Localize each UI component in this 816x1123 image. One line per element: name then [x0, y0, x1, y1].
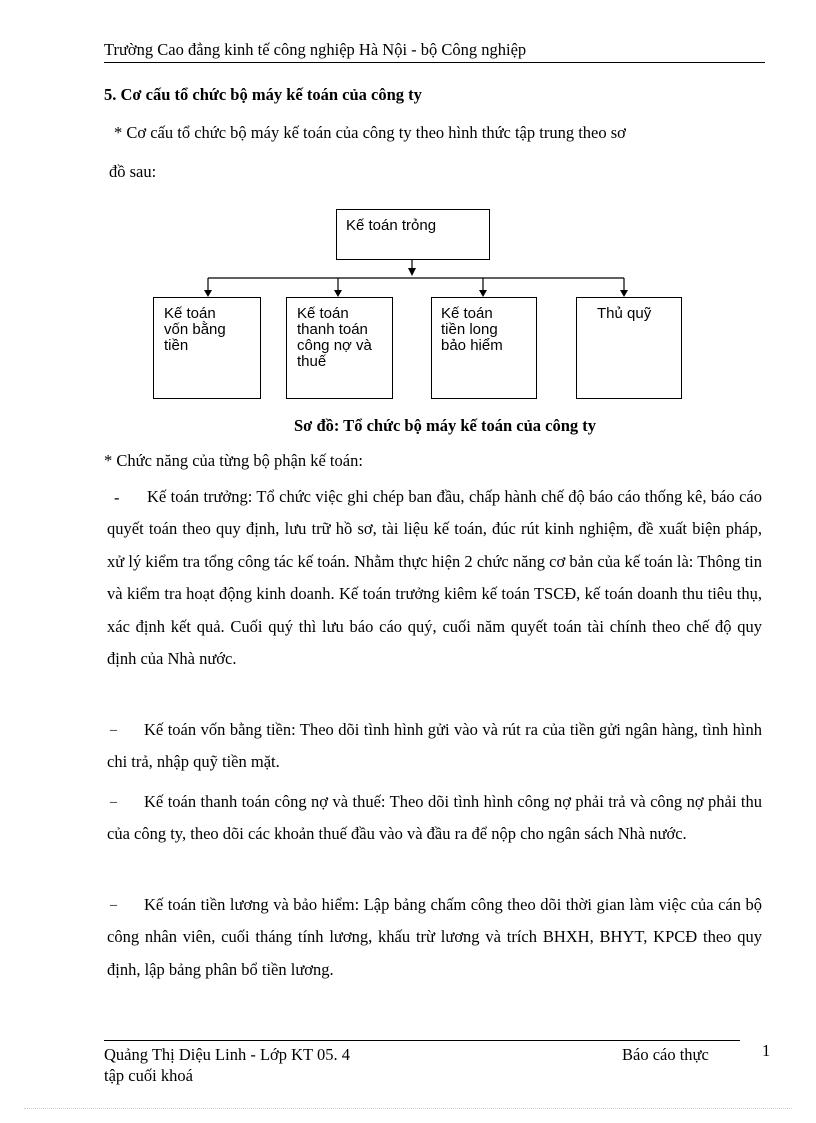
- bullet-marker: _: [110, 718, 117, 733]
- arrowhead-4: [620, 290, 628, 297]
- payables-tax-accountant-label: Kế toán thanh toán công nợ và thuế: [297, 305, 372, 370]
- diagram-caption: Sơ đồ: Tổ chức bộ máy kế toán của công ty: [294, 416, 597, 435]
- function-chief-accountant: Kế toán trưởng: Tổ chức việc ghi chép ban đầu, chấp hành chế độ báo cáo thống kê, báo cáo quyết toán theo quy định, lưu trữ hồ sơ, tài liệu kế toán, đúc rút kinh nghiệm, đề xuất biện pháp, xử lý kiểm tra tổng công tác kế toán. Nhằm thực hiện 2 chức năng cơ bản của kế toán là: Thông tin và kiểm tra hoạt động kinh doanh. Kế toán trưởng kiêm kế toán TSCĐ, kế toán doanh thu tiêu thụ, xác định kết quả. Cuối quý thì lưu báo cáo quý, cuối năm quyết toán tài chính theo chế độ quy định của Nhà nước.: [107, 487, 762, 669]
- arrowhead-3: [479, 290, 487, 297]
- arrowhead-2: [334, 290, 342, 297]
- page-header: Trường Cao đẳng kinh tế công nghiệp Hà Nội - bộ Công nghiệp: [104, 40, 527, 59]
- function-payroll-insurance-accountant: Kế toán tiền lương và bảo hiểm: Lập bảng chấm công theo dõi thời gian làm việc của cán bộ công nhân viên, cuối tháng tính lương, khấu trừ lương và trích BHXH, BHYT, KPCĐ theo quy định, lập bảng phân bổ tiền lương.: [107, 895, 762, 979]
- page-number: 1: [762, 1041, 771, 1060]
- function-payables-tax-accountant: Kế toán thanh toán công nợ và thuế: Theo dõi tình hình công nợ phải trả và công nợ phải thu của công ty, theo dõi các khoản thuế đầu vào và đầu ra để nộp cho ngân sách Nhà nước.: [107, 792, 762, 844]
- bullet-marker: _: [110, 893, 117, 908]
- arrowhead-trunk: [408, 268, 416, 276]
- cash-accountant-label: Kế toán vốn bằng tiền: [164, 305, 226, 354]
- chief-accountant-label: Kế toán trỏng: [346, 217, 437, 234]
- footer-report-title-cont: tập cuối khoá: [104, 1066, 193, 1085]
- functions-heading: * Chức năng của từng bộ phận kế toán:: [104, 451, 363, 470]
- function-cash-accountant: Kế toán vốn bằng tiền: Theo dõi tình hình gửi vào và rút ra của tiền gửi ngân hàng, tình hình chi trả, nhập quỹ tiền mặt.: [107, 720, 762, 772]
- arrowhead-1: [204, 290, 212, 297]
- footer-author: Quảng Thị Diệu Linh - Lớp KT 05. 4: [104, 1045, 350, 1064]
- footer-report-title: Báo cáo thực: [622, 1045, 709, 1064]
- section-heading: 5. Cơ cấu tổ chức bộ máy kế toán của công ty: [104, 85, 422, 104]
- bullet-dash: -: [114, 488, 120, 507]
- intro-text-line-2: đồ sau:: [109, 162, 157, 181]
- footer-divider: [104, 1040, 740, 1041]
- page-bottom-edge: [24, 1108, 792, 1109]
- bullet-marker: _: [110, 790, 117, 805]
- intro-text-line-1: * Cơ cấu tổ chức bộ máy kế toán của công ty theo hình thức tập trung theo sơ: [114, 123, 626, 142]
- treasurer-label: Thủ quỹ: [597, 305, 652, 322]
- payroll-insurance-accountant-label: Kế toán tiền long bảo hiểm: [441, 305, 503, 354]
